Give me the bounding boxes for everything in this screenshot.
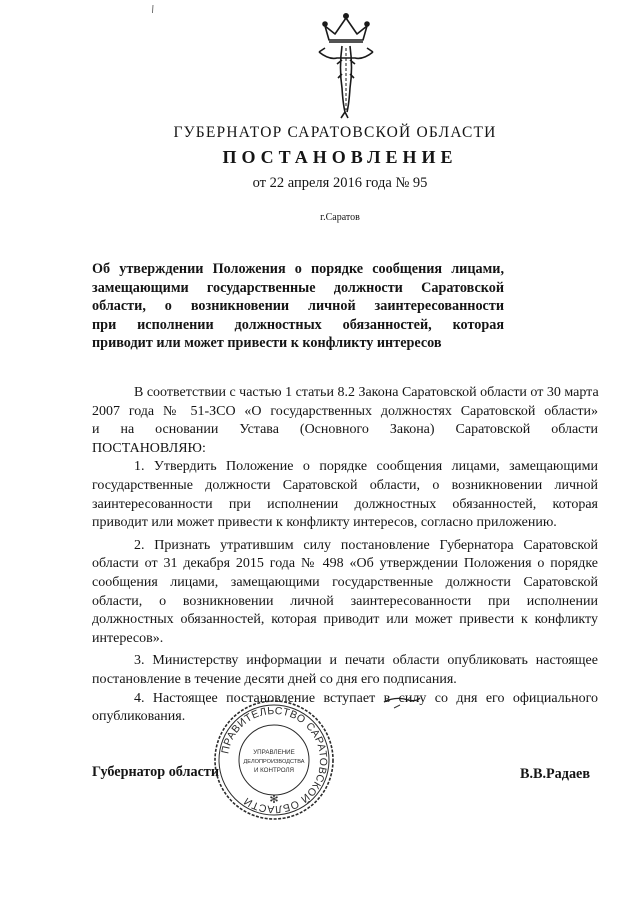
body-line: области от 31 декабря 2015 года № 498 «Об утверждении Положения о порядке (92, 556, 598, 572)
body-line: 3. Министерству информации и печати области опубликовать настоящее (134, 653, 598, 669)
document-date-number: от 22 апреля 2016 года № 95 (252, 175, 428, 191)
signatory-name: В.В.Радаев (520, 766, 591, 782)
official-stamp (212, 698, 336, 822)
signatory-position: Губернатор области (92, 764, 220, 780)
body-line: В соответствии с частью 1 статьи 8.2 Закона Саратовской области от 30 марта (134, 385, 599, 400)
body-line: и на основании Устава (Основного Закона) Саратовской области (92, 422, 598, 438)
body-line: 4. Настоящее постановление вступает в силу со дня его официального (134, 690, 598, 706)
body-line: 2. Признать утратившим силу постановление Губернатора Саратовской (134, 537, 598, 553)
body-line: области, о возникновении личной заинтересованности при исполнении (92, 593, 598, 609)
body-line: постановление в течение десяти дней со дня его подписания. (92, 671, 457, 687)
handwritten-signature (382, 686, 422, 716)
clause-1 (92, 458, 598, 532)
body-line: приводит или может привести к конфликту интересов, согласно приложению. (92, 515, 557, 531)
body-line: опубликования. (92, 709, 186, 725)
stamp-center-line: И КОНТРОЛЯ (253, 767, 295, 774)
stamp-center-line: УПРАВЛЕНИЕ (253, 749, 295, 756)
document-type-title: ПОСТАНОВЛЕНИЕ (222, 147, 458, 167)
subject-line: области, о возникновении личной заинтересованности (92, 298, 504, 315)
body-line: государственные должности Саратовской области, о возникновении личной (92, 477, 598, 493)
preamble-paragraph (92, 384, 598, 458)
subject-line: Об утверждении Положения о порядке сообщения лицами, (92, 261, 504, 277)
svg-text:✻: ✻ (269, 793, 279, 806)
clause-3 (92, 652, 598, 689)
subject-line: замещающими государственные должности Саратовской (92, 279, 504, 296)
body-line: ПОСТАНОВЛЯЮ: (92, 440, 206, 456)
body-line: 1. Утвердить Положение о порядке сообщения лицами, замещающими (134, 459, 598, 475)
body-line: должностных обязанностей, которая приводит или может привести к конфликту (92, 612, 598, 628)
clause-4 (92, 690, 598, 727)
body-line: 2007 года № 51-ЗСО «О государственных должностях Саратовской области» (92, 403, 598, 419)
coat-of-arms-icon (315, 8, 377, 120)
document-city: г.Саратов (320, 212, 360, 223)
subject-line: при исполнении должностных обязанностей, которая (92, 316, 504, 333)
document-subject (92, 260, 504, 353)
stamp-ring-text: ПРАВИТЕЛЬСТВО САРАТОВСКОЙ ОБЛАСТИ (219, 704, 330, 816)
body-line: интересов». (92, 630, 164, 646)
body-line: заинтересованности при исполнении должностных обязанностей, которая (92, 496, 598, 512)
clause-2 (92, 537, 598, 649)
scan-mark (151, 5, 155, 13)
body-line: сообщения лицами, замещающими государственные должности Саратовской (92, 574, 598, 590)
subject-line: приводит или может привести к конфликту интересов (92, 335, 442, 352)
stamp-center-line: ДЕЛОПРОИЗВОДСТВА (243, 759, 305, 765)
issuing-authority: ГУБЕРНАТОР САРАТОВСКОЙ ОБЛАСТИ (173, 124, 497, 141)
document-body (92, 384, 598, 727)
